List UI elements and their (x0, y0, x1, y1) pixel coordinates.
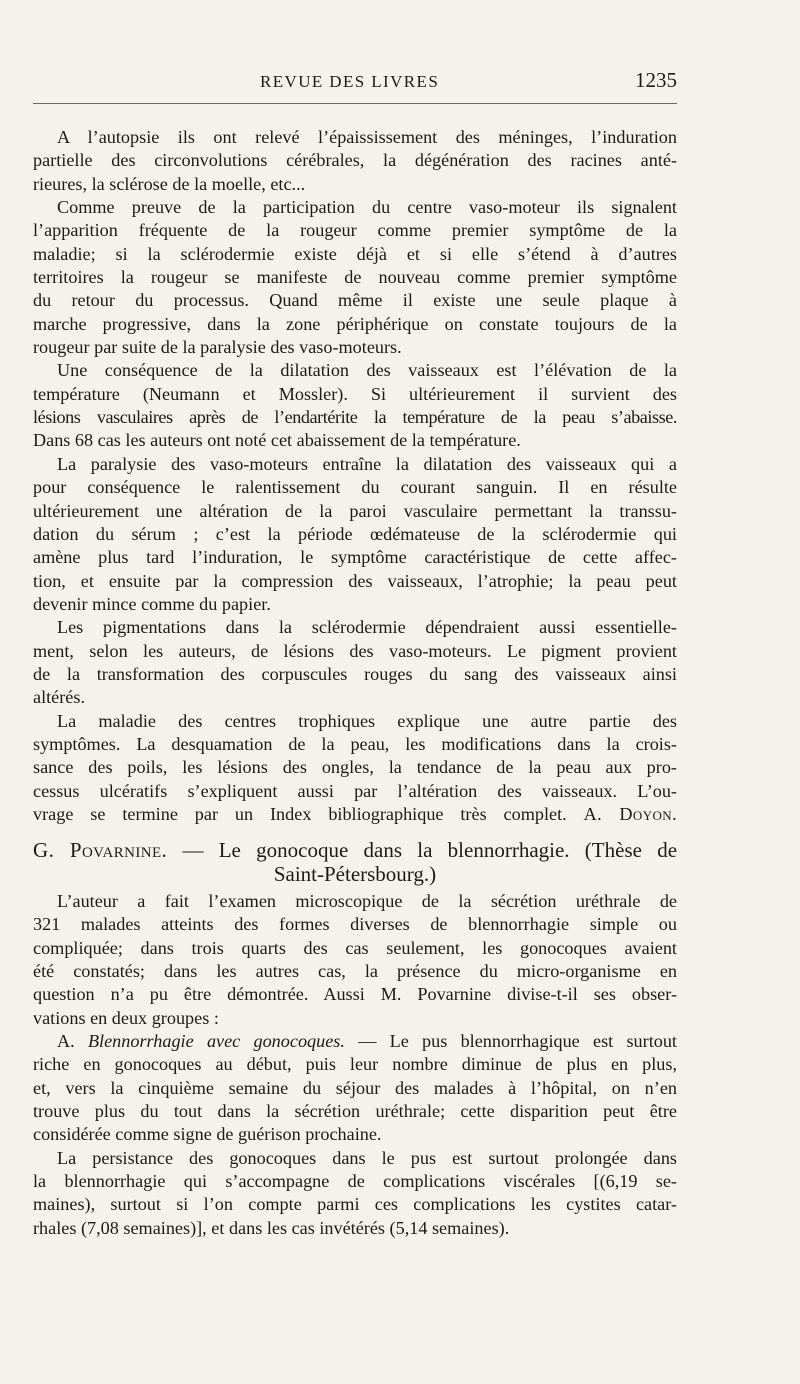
text-fragment: vrage se termine par un Index bibliographique très complet. (33, 803, 567, 824)
text-line: La maladie des centres trophiques explique une autre partie des (57, 710, 677, 731)
text-line-with-signature (33, 803, 677, 826)
review-author: G. Povarnine. (33, 839, 168, 863)
text-line: altérés. (33, 687, 86, 708)
text-line: La paralysie des vaso-moteurs entraîne la dilatation des vaisseaux qui a (57, 453, 677, 474)
text-line: la blennorrhagie qui s’accompagne de complications viscérales [(6,19 se- (33, 1171, 677, 1192)
italic-heading: Blennorrhagie avec gonocoques. (87, 1031, 345, 1052)
text-line: A l’autopsie ils ont relevé l’épaississement des méninges, l’induration (57, 127, 677, 147)
section-gap (33, 826, 677, 839)
signature: A. Doyon. (583, 803, 677, 824)
text-line: Comme preuve de la participation du centre vaso-moteur ils signalent (57, 197, 677, 218)
text-line: rieures, la sclérose de la moelle, etc... (33, 173, 306, 194)
text-line: La persistance des gonocoques dans le pus est surtout prolongée dans (57, 1147, 677, 1168)
body-text (33, 126, 677, 1240)
section-letter: A. (57, 1031, 75, 1052)
text-line: ment, selon les auteurs, de lésions des vaso-moteurs. Le pigment provient (33, 640, 677, 661)
text-line: et, vers la cinquième semaine du séjour des malades à l’hôpital, on n’en (33, 1077, 677, 1098)
text-line: 321 malades atteints des formes diverses de blennorrhagie simple ou (33, 914, 677, 935)
text-line: l’apparition fréquente de la rougeur comme premier symptôme de la (33, 220, 677, 241)
text-line: amène plus tard l’induration, le symptôme caractéristique de cette affec- (33, 547, 677, 568)
review-title-part2: Saint-Pétersbourg.) (273, 862, 437, 886)
header-rule (33, 103, 677, 104)
text-line: considérée comme signe de guérison prochaine. (33, 1124, 382, 1145)
text-line: rougeur par suite de la paralysie des vaso-moteurs. (33, 337, 402, 358)
text-line: Dans 68 cas les auteurs ont noté cet abaissement de la température. (33, 430, 521, 451)
text-line: question n’a pu être démontrée. Aussi M. Povarnine divise-t-il ses obser- (33, 984, 677, 1005)
text-line: été constatés; dans les autres cas, la présence du micro-organisme en (33, 961, 677, 982)
text-line: partielle des circonvolutions cérébrales, la dégénération des racines anté- (33, 150, 677, 171)
text-line: tion, et ensuite par la compression des vaisseaux, l’atrophie; la peau peut (33, 570, 677, 591)
text-line: riche en gonocoques au début, puis leur nombre diminue de plus en plus, (33, 1054, 677, 1075)
text-line: Une conséquence de la dilatation des vaisseaux est l’élévation de la (57, 360, 677, 381)
text-line: devenir mince comme du papier. (33, 593, 271, 614)
text-line: maladie; si la sclérodermie existe déjà et si elle s’étend à d’autres (33, 243, 677, 264)
running-title: REVUE DES LIVRES (260, 72, 440, 91)
text-line: Les pigmentations dans la sclérodermie dépendraient aussi essentielle- (57, 617, 677, 638)
text-line: cessus ulcératifs s’expliquent aussi par l’altération des vaisseaux. L’ou- (33, 780, 677, 801)
text-line: lésions vasculaires après de l’endartérite la température de la peau s’abaisse. (33, 407, 677, 428)
text-fragment: — Le pus blennorrhagique est surtout (358, 1031, 677, 1052)
text-line: température (Neumann et Mossler). Si ultérieurement il survient des (33, 383, 677, 404)
review-heading (33, 839, 677, 862)
text-line: rhales (7,08 semaines)], et dans les cas invétérés (5,14 semaines). (33, 1217, 510, 1238)
text-line: dation du sérum ; c’est la période œdémateuse de la sclérodermie qui (33, 523, 677, 544)
text-line: symptômes. La desquamation de la peau, les modifications dans la crois- (33, 733, 677, 754)
text-line: compliquée; dans trois quarts des cas seulement, les gonocoques avaient (33, 937, 677, 958)
text-line: trouve plus du tout dans la sécrétion uréthrale; cette disparition peut être (33, 1101, 677, 1122)
text-line: du retour du processus. Quand même il existe une seule plaque à (33, 290, 677, 311)
text-line-with-italic (33, 1030, 677, 1053)
page-number: 1235 (635, 68, 677, 92)
review-title-part1: — Le gonocoque dans la blennorrhagie. (Thèse de (182, 839, 677, 863)
text-line: L’auteur a fait l’examen microscopique de la sécrétion uréthrale de (57, 891, 677, 911)
text-line: marche progressive, dans la zone périphérique on constate toujours de la (33, 313, 677, 334)
text-line: territoires la rougeur se manifeste de nouveau comme premier symptôme (33, 267, 677, 288)
text-line: sance des poils, les lésions des ongles, la tendance de la peau aux pro- (33, 757, 677, 778)
text-line: pour conséquence le ralentissement du courant sanguin. Il en résulte (33, 477, 677, 498)
text-line: de la transformation des corpuscules rouges du sang des vaisseaux ainsi (33, 663, 677, 684)
text-line: vations en deux groupes : (33, 1007, 219, 1028)
text-line: ultérieurement une altération de la paroi vasculaire permettant la transsu- (33, 500, 677, 521)
page-header (33, 68, 677, 96)
text-line: maines), surtout si l’on compte parmi ces complications les cystites catar- (33, 1194, 677, 1215)
